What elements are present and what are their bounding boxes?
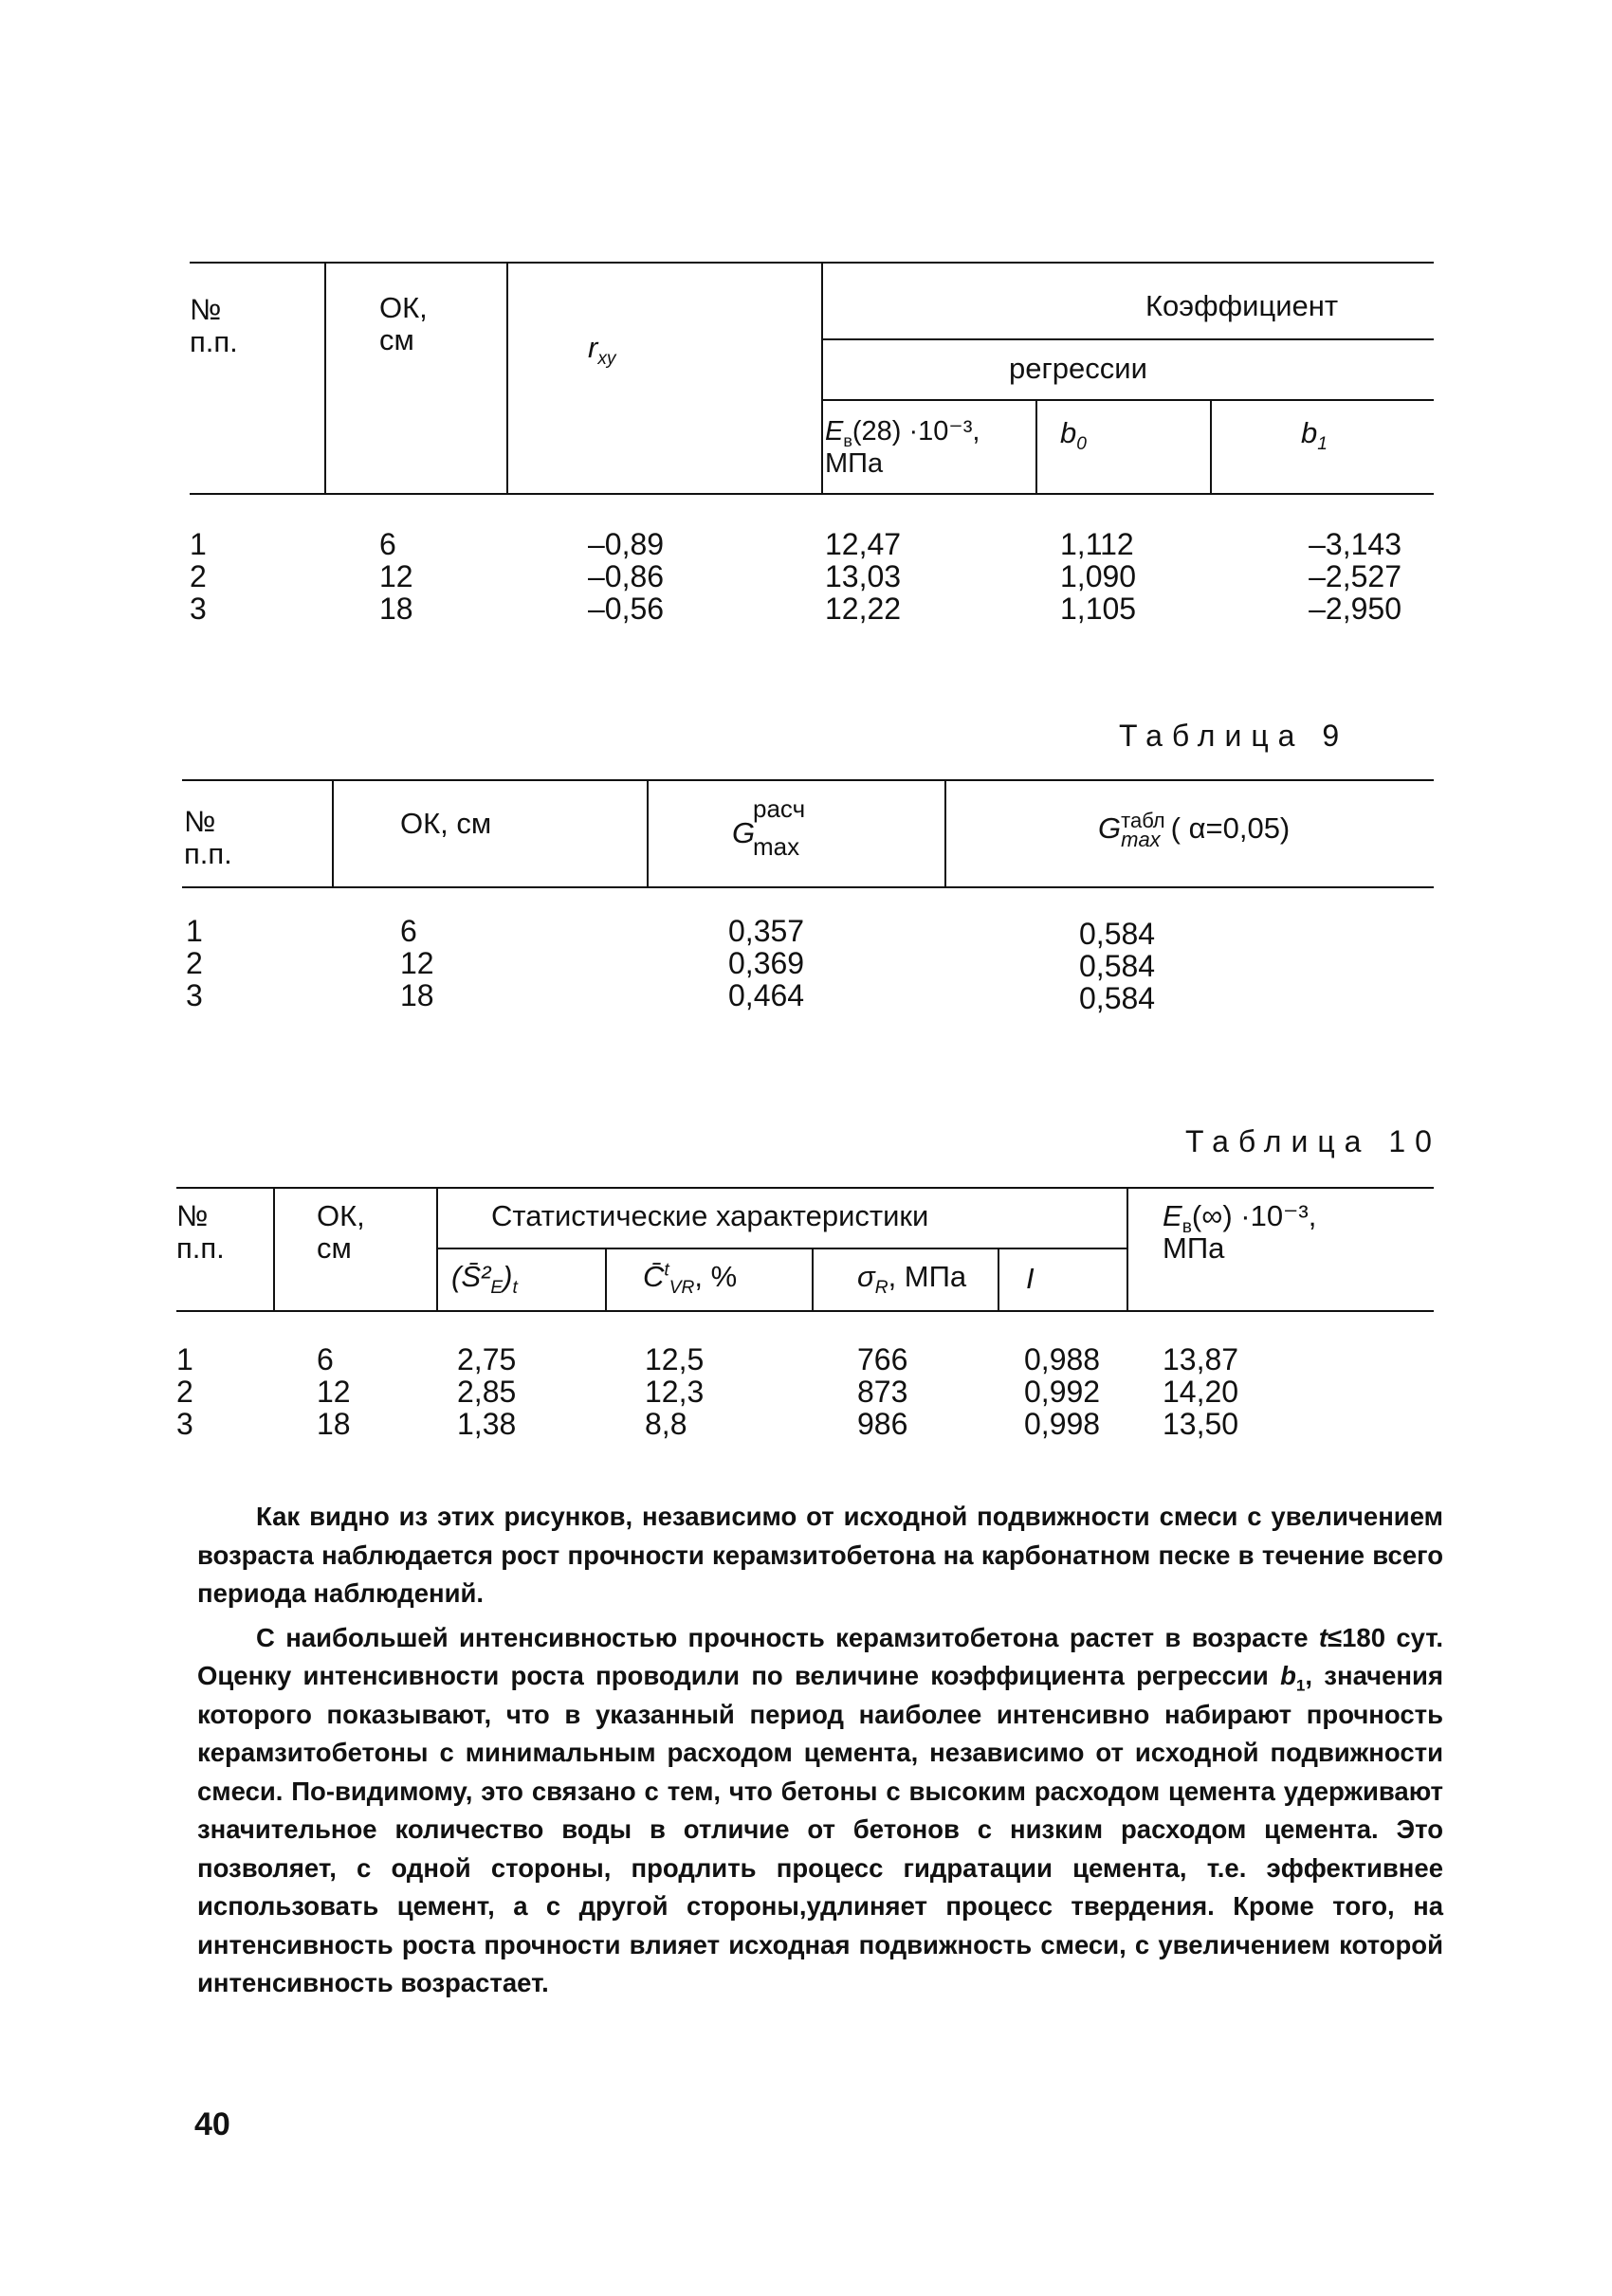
table-cell: 2,75 [457, 1342, 517, 1376]
table-cell: 3 [190, 592, 207, 626]
col-header-ok: ОК, см [379, 291, 428, 356]
col-header-no: № п.п. [184, 805, 232, 870]
table-rule [190, 493, 1434, 495]
column-g-tab [1079, 918, 1155, 1014]
table-cell: 13,87 [1163, 1342, 1239, 1376]
table-rule [436, 1248, 1128, 1249]
table-rule [1035, 399, 1037, 495]
body-text [197, 1498, 1443, 2003]
table-cell: 1,090 [1060, 559, 1137, 593]
column-ok [400, 915, 434, 1011]
table-cell: 766 [857, 1342, 908, 1376]
column-cvr [645, 1343, 704, 1440]
col-header-rxy: $r_{xy}$ [588, 331, 616, 370]
table-rule [605, 1248, 607, 1312]
table-cell: 13,50 [1163, 1407, 1239, 1441]
column-sigma [857, 1343, 907, 1440]
table-cell: 0,357 [728, 914, 805, 948]
paragraph: С наибольшей интенсивностью прочность керамзитобетона растет в возрасте t≤180 сут. Оценку интенсивности роста проводили по величине коэффициента регрессии $b_1$, значения которого показывают, что в указанный период наиболее интенсивно набирают прочность керамзитобетоны с минимальным расходом цемента, независимо от исходной подвижности смеси. По-видимому, это связано с тем, что бетоны с высоким расходом цемента удерживают значительное количество воды в отличие от бетонов с низким расходом цемента. Это позволяет, с одной стороны, продлить процесс гидратации цемента, т.е. эффективнее использовать цемент, а с другой стороны,удлиняет процесс твердения. Кроме того, на интенсивность роста прочности влияет исходная подвижность смеси, с увеличением которой интенсивность возрастает. [197, 1622, 1444, 1997]
table-cell: 6 [317, 1342, 334, 1376]
table-cell: 1,105 [1060, 592, 1137, 626]
col-header-no: № п.п. [190, 293, 238, 358]
table-cell: 1,112 [1060, 527, 1134, 561]
table-cell: 12,22 [825, 592, 902, 626]
table-cell: –2,950 [1309, 592, 1401, 626]
table-cell: 1 [176, 1342, 193, 1376]
col-header-ok: ОК, см [400, 807, 492, 840]
column-s2e [457, 1343, 516, 1440]
table-cell: 12,5 [645, 1342, 705, 1376]
page-number: 40 [194, 2106, 230, 2142]
col-header-ok: ОК, см [317, 1199, 365, 1265]
col-header-s2e: $(S̄^2_E)_t$ [451, 1260, 518, 1299]
col-header-eb28: $E_в(28) \cdot 10^{-3}$, МПа [825, 416, 980, 479]
table-cell: 2,85 [457, 1375, 517, 1409]
table-cell: –0,56 [588, 592, 665, 626]
column-ok [317, 1343, 351, 1440]
column-ok [379, 528, 413, 625]
table-rule [944, 779, 946, 888]
column-eb-inf [1163, 1343, 1238, 1440]
col-header-sigma: $\sigma_R$, МПа [857, 1260, 967, 1299]
table-rule [182, 886, 1434, 888]
table-rule [821, 399, 1434, 401]
table-rule [176, 1310, 1434, 1312]
table-cell: 2 [190, 559, 207, 593]
table-cell: 12 [379, 559, 413, 593]
table-cell: 0,988 [1024, 1342, 1101, 1376]
column-no [186, 915, 203, 1011]
table-cell: 12 [400, 946, 434, 980]
table-rule [821, 262, 823, 495]
table-cell: 12,3 [645, 1375, 705, 1409]
table-rule [821, 338, 1434, 340]
table-rule [998, 1248, 999, 1312]
table-rule [647, 779, 649, 888]
table-cell: 12 [317, 1375, 351, 1409]
col-header-stat: Статистические характеристики [491, 1199, 929, 1232]
col-header-regression: регрессии [1009, 352, 1147, 385]
table-cell: –0,89 [588, 527, 665, 561]
table-cell: –2,527 [1309, 559, 1401, 593]
table-rule [190, 262, 1434, 264]
table-cell: –0,86 [588, 559, 665, 593]
table-cell: 0,464 [728, 978, 805, 1012]
col-header-eb-inf: $E_в(\infty) \cdot 10^{-3}$, МПа [1163, 1199, 1317, 1265]
col-header-b1: $b_1$ [1301, 416, 1328, 455]
table-cell: 18 [317, 1407, 351, 1441]
table-rule [324, 262, 326, 495]
paragraph: Как видно из этих рисунков, независимо от исходной подвижности смеси с увеличением возраста наблюдается рост прочности керамзитобетона на карбонатном песке в течение всего периода наблюдений. [197, 1502, 1443, 1608]
table-cell: 0,992 [1024, 1375, 1101, 1409]
table-10-caption: Таблица 10 [1185, 1124, 1441, 1158]
table-cell: 8,8 [645, 1407, 687, 1441]
table-cell: 1 [186, 914, 203, 948]
table-cell: 1,38 [457, 1407, 517, 1441]
table-cell: 3 [186, 978, 203, 1012]
column-b1 [1271, 528, 1401, 625]
table-cell: 6 [379, 527, 396, 561]
table-cell: 6 [400, 914, 417, 948]
table-cell: 12,47 [825, 527, 902, 561]
col-header-no: № п.п. [176, 1199, 225, 1265]
table-rule [176, 1187, 1434, 1189]
table-9-caption: Таблица 9 [1119, 719, 1349, 753]
table-cell: 3 [176, 1407, 193, 1441]
table-rule [1127, 1187, 1128, 1312]
col-header-coefficient: Коэффициент [1145, 289, 1339, 322]
table-cell: –3,143 [1309, 527, 1401, 561]
table-cell: 18 [400, 978, 434, 1012]
col-header-b0: $b_0$ [1060, 416, 1087, 455]
table-cell: 0,998 [1024, 1407, 1101, 1441]
column-i [1024, 1343, 1100, 1440]
table-rule [1210, 399, 1212, 495]
table-cell: 0,584 [1079, 917, 1156, 951]
column-b0 [1060, 528, 1136, 625]
table-cell: 13,03 [825, 559, 902, 593]
table-cell: 14,20 [1163, 1375, 1239, 1409]
table-cell: 18 [379, 592, 413, 626]
table-cell: 2 [186, 946, 203, 980]
column-no [190, 528, 207, 625]
table-cell: 0,584 [1079, 981, 1156, 1015]
table-rule [812, 1248, 814, 1312]
col-header-i: I [1026, 1262, 1035, 1295]
table-rule [182, 779, 1434, 781]
table-cell: 0,369 [728, 946, 805, 980]
table-cell: 873 [857, 1375, 908, 1409]
column-rxy [588, 528, 664, 625]
col-header-cvr: C̄$^t_{VR}$, % [643, 1260, 738, 1299]
table-rule [436, 1187, 438, 1312]
table-cell: 1 [190, 527, 207, 561]
table-cell: 0,584 [1079, 949, 1156, 983]
table-cell: 2 [176, 1375, 193, 1409]
table-rule [273, 1187, 275, 1312]
column-eb28 [825, 528, 901, 625]
table-rule [332, 779, 334, 888]
col-header-g-tab: G табл max ( α=0,05) [1098, 809, 1291, 851]
table-cell: 986 [857, 1407, 908, 1441]
table-rule [506, 262, 508, 495]
column-g-calc [728, 915, 804, 1011]
column-no [176, 1343, 193, 1440]
